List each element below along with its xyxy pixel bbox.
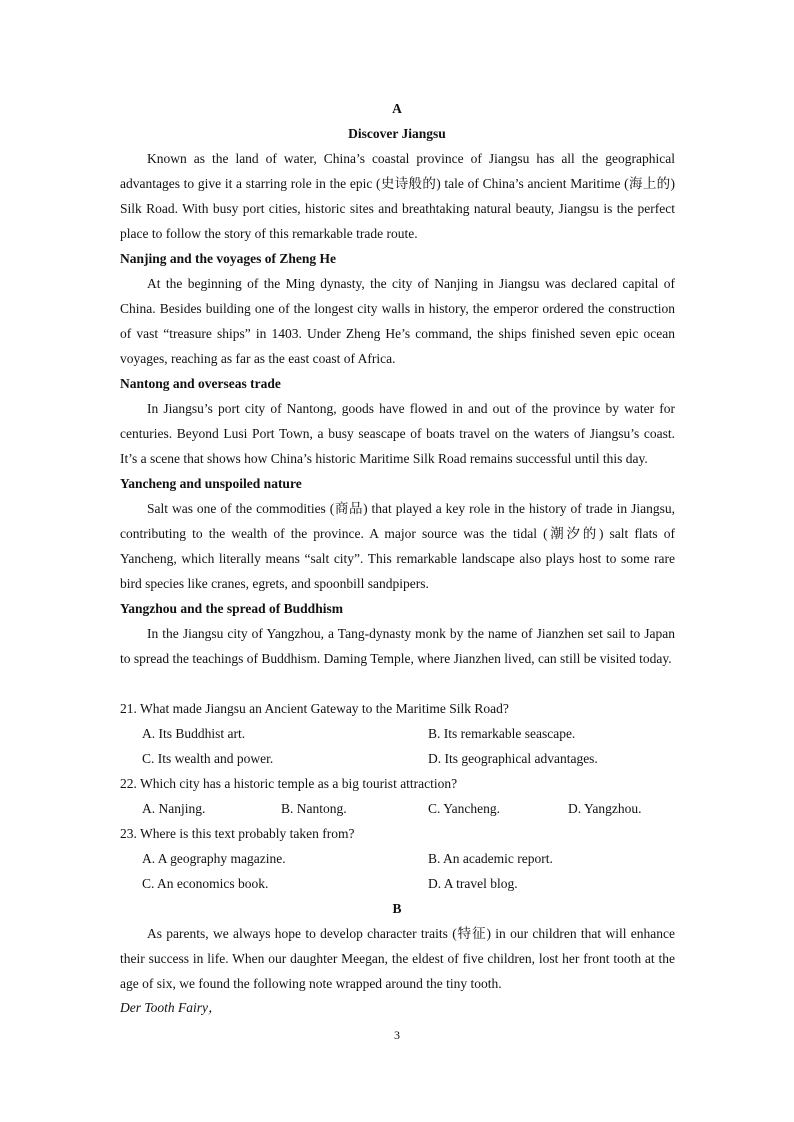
heading-nantong: Nantong and overseas trade [120,376,281,391]
passage-title: Discover Jiangsu [348,126,446,141]
q23-option-b: B. An academic report. [428,851,553,866]
paragraph-yangzhou: In the Jiangsu city of Yangzhou, a Tang-dynasty monk by the name of Jianzhen set sail to Japan to spread the teachings of Buddhism. Daming Temple, where Jianzhen lived, can still be visited today. [120,626,675,666]
letter-salutation: Der Tooth Fairy， [120,1000,222,1015]
paragraph-nanjing: At the beginning of the Ming dynasty, the city of Nanjing in Jiangsu was declared capital of China. Besides building one of the longest city walls in history, the emperor ordered the construction of vast “treasure ships” in 1403. Under Zheng He’s command, the ships finished seven epic ocean voyages, reaching as far as the east coast of Africa. [120,276,675,366]
q23-option-d: D. A travel blog. [428,876,518,891]
intro-paragraph: Known as the land of water, China’s coastal province of Jiangsu has all the geographical advantages to give it a starring role in the epic (史诗般的) tale of China’s ancient Maritime (海上的) Silk Road. With busy port cities, historic sites and breathtaking natural beauty, Jiangsu is the perfect place to follow the story of this remarkable trade route. [120,151,675,241]
section-b-label: B [392,901,402,916]
question-21: 21. What made Jiangsu an Ancient Gateway to the Maritime Silk Road? [120,701,509,716]
question-22: 22. Which city has a historic temple as a big tourist attraction? [120,776,458,791]
page-number: 3 [394,1028,400,1042]
heading-yancheng: Yancheng and unspoiled nature [120,476,302,491]
heading-yangzhou: Yangzhou and the spread of Buddhism [120,601,343,616]
section-a-label: A [392,101,402,116]
q21-option-d: D. Its geographical advantages. [428,751,598,766]
heading-nanjing: Nanjing and the voyages of Zheng He [120,251,337,266]
question-23: 23. Where is this text probably taken from? [120,826,355,841]
q22-option-c: C. Yancheng. [428,801,501,816]
paragraph-nantong: In Jiangsu’s port city of Nantong, goods have flowed in and out of the province by water for centuries. Beyond Lusi Port Town, a busy seascape of boats travel on the waters of Jiangsu’s coast. It’s a scene that shows how China’s historic Maritime Silk Road remains successful until this day. [120,401,675,466]
q22-option-b: B. Nantong. [281,801,347,816]
q23-option-a: A. A geography magazine. [142,851,286,866]
q21-option-a: A. Its Buddhist art. [142,726,246,741]
paragraph-yancheng: Salt was one of the commodities (商品) that played a key role in the history of trade in Jiangsu, contributing to the wealth of the province. A major source was the tidal (潮汐的) salt flats of Yancheng, which literally means “salt city”. This remarkable landscape also plays host to some rare bird species like cranes, egrets, and spoonbill sandpipers. [120,501,675,591]
q23-option-c: C. An economics book. [142,876,269,891]
q21-option-c: C. Its wealth and power. [142,751,274,766]
q22-option-d: D. Yangzhou. [568,801,642,816]
q22-option-a: A. Nanjing. [142,801,206,816]
q21-option-b: B. Its remarkable seascape. [428,726,576,741]
section-b-intro: As parents, we always hope to develop character traits (特征) in our children that will enhance their success in life. When our daughter Meegan, the eldest of five children, lost her front tooth at the age of six, we found the following note wrapped around the tiny tooth. [120,926,675,991]
